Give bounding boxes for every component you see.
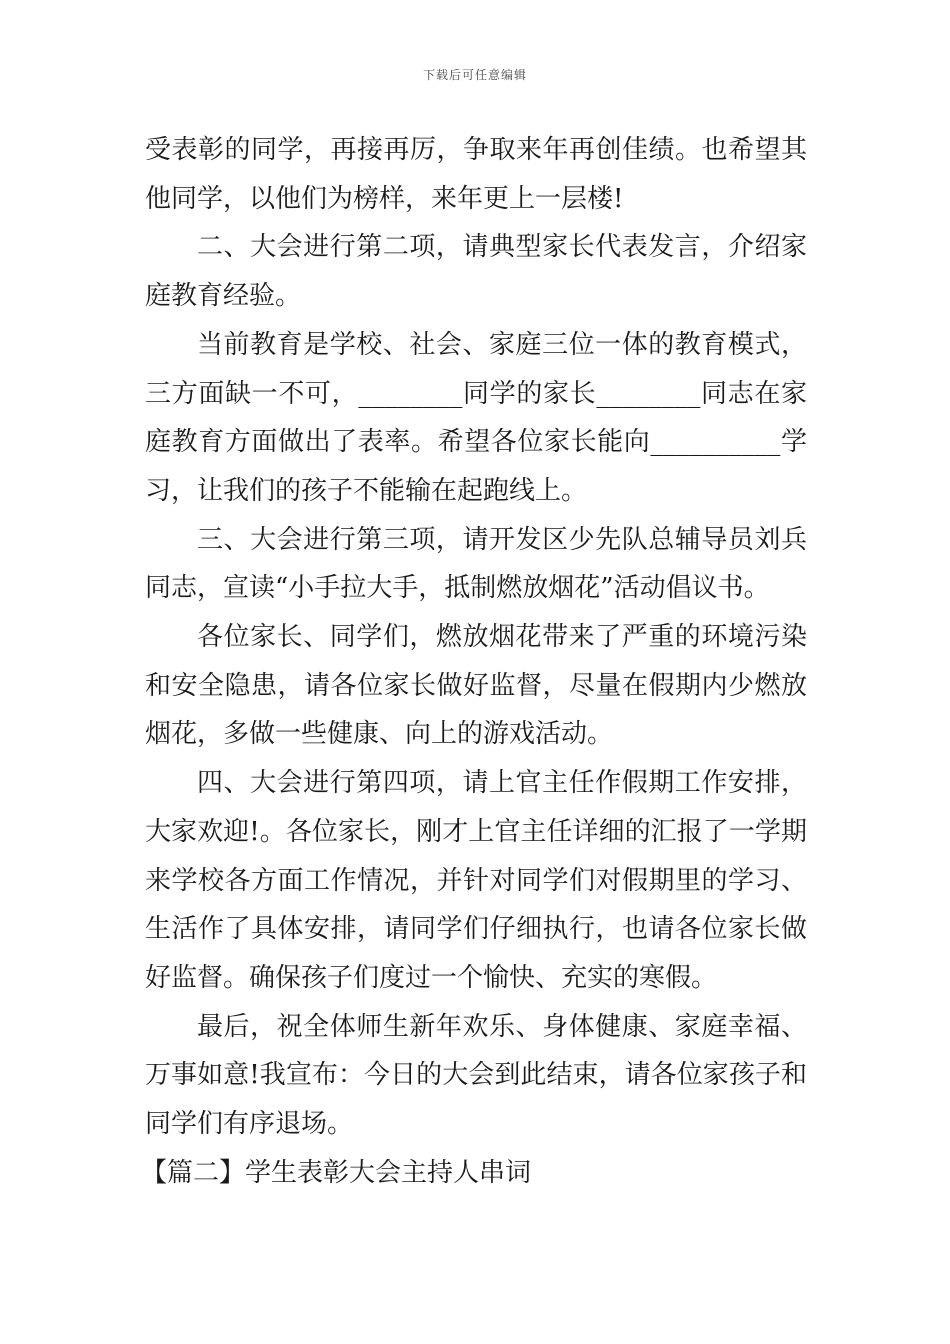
paragraph-continuation: 受表彰的同学，再接再厉，争取来年再创佳绩。也希望其他同学，以他们为榜样，来年更上一层楼! [145,135,807,214]
paragraph-closing: 最后，祝全体师生新年欢乐、身体健康、家庭幸福、万事如意!我宣布：今日的大会到此结束，请各位家孩子和同学们有序退场。 [145,1011,807,1140]
paragraph-family-education: 当前教育是学校、社会、家庭三位一体的教育模式，三方面缺一不可，________同学的家长________同志在家庭教育方面做出了表率。希望各位家长能向__________学习，让我们的孩子不能输在起跑线上。 [145,329,807,506]
section-heading: 【篇二】学生表彰大会主持人串词 [141,1157,532,1188]
document-body [141,126,807,1197]
paragraph-fireworks: 各位家长、同学们，燃放烟花带来了严重的环境污染和安全隐患，请各位家长做好监督，尽量在假期内少燃放烟花，多做一些健康、向上的游戏活动。 [145,622,807,750]
paragraph-item-two: 二、大会进行第二项，请典型家长代表发言，介绍家庭教育经验。 [145,232,807,312]
paragraph-item-three: 三、大会进行第三项，请开发区少先队总辅导员刘兵同志，宣读“小手拉大手，抵制燃放烟花”活动倡议书。 [145,524,807,604]
header-note: 下载后可任意编辑 [422,68,527,82]
paragraph-item-four: 四、大会进行第四项，请上官主任作假期工作安排，大家欢迎!。各位家长，刚才上官主任详细的汇报了一学期来学校各方面工作情况，并针对同学们对假期里的学习、生活作了具体安排，请同学们仔细执行，也请各位家长做好监督。确保孩子们度过一个愉快、充实的寒假。 [145,768,807,993]
